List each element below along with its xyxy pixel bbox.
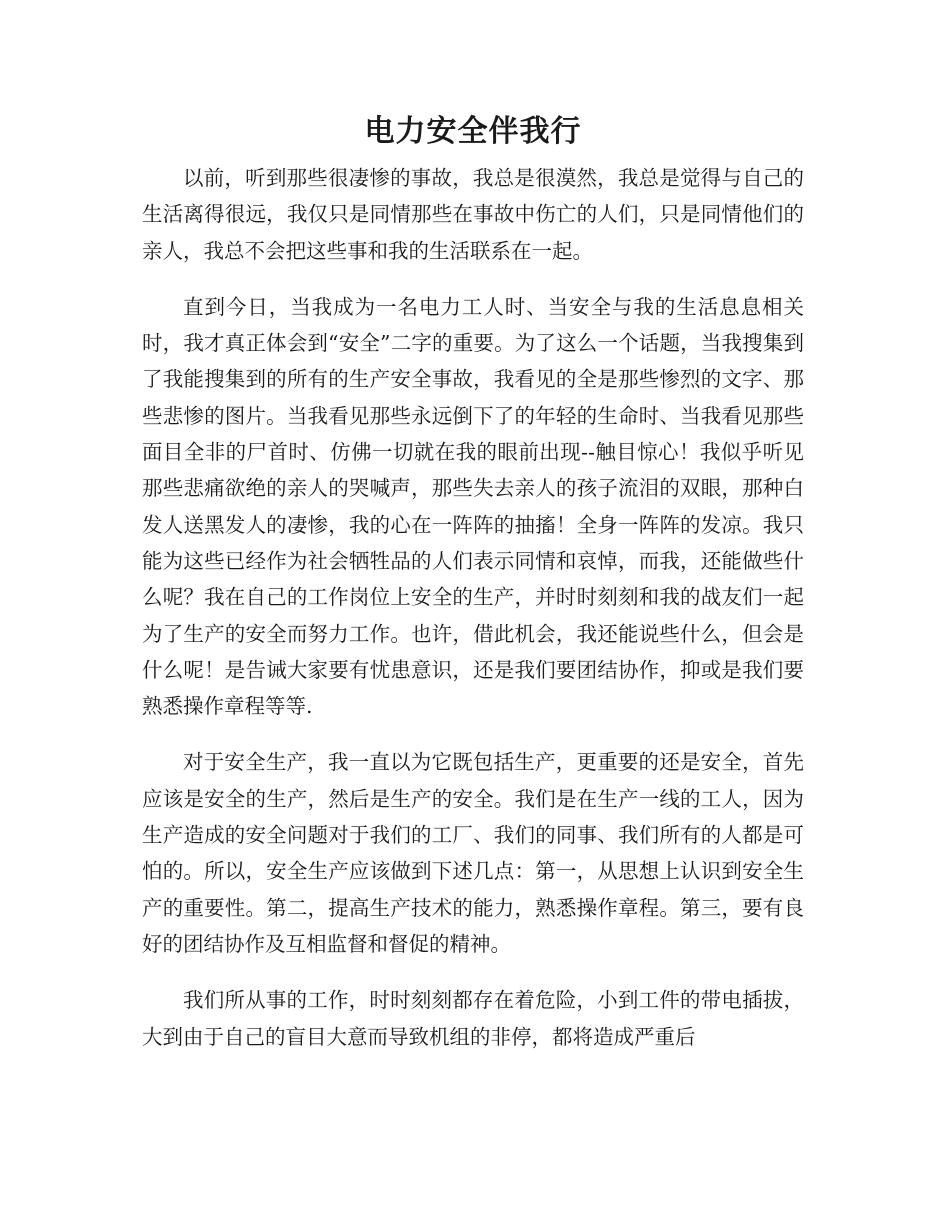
paragraph-gap (142, 269, 804, 289)
paragraph-3: 对于安全生产，我一直以为它既包括生产，更重要的还是安全，首先应该是安全的生产，然后是生产的安全。我们是在生产一线的工人，因为生产造成的安全问题对于我们的工厂、我们的同事、我们所有的人都是可怕的。所以，安全生产应该做到下述几点：第一，从思想上认识到安全生产的重要性。第二，提高生产技术的能力，熟悉操作章程。第三，要有良好的团结协作及互相监督和督促的精神。 (142, 750, 804, 956)
document-title: 电力安全伴我行 (364, 114, 582, 149)
paragraph-gap (142, 724, 804, 744)
paragraph-1: 以前，听到那些很凄惨的事故，我总是很漠然，我总是觉得与自己的生活离得很远，我仅只是同情那些在事故中伤亡的人们，只是同情他们的亲人，我总不会把这些事和我的生活联系在一起。 (142, 166, 804, 263)
paragraph-gap (142, 962, 804, 982)
paragraph-4: 我们所从事的工作，时时刻刻都存在着危险，小到工件的带电插拔，大到由于自己的盲目大意而导致机组的非停，都将造成严重后 (142, 988, 804, 1049)
document-page (142, 108, 804, 1055)
paragraph-2: 直到今日，当我成为一名电力工人时、当安全与我的生活息息相关时，我才真正体会到“安全”二字的重要。为了这么一个话题，当我搜集到了我能搜集到的所有的生产安全事故，我看见的全是那些惨烈的文字、那些悲惨的图片。当我看见那些永远倒下了的年轻的生命时、当我看见那些面目全非的尸首时、仿佛一切就在我的眼前出现--触目惊心！我似乎听见那些悲痛欲绝的亲人的哭喊声，那些失去亲人的孩子流泪的双眼，那种白发人送黑发人的凄惨，我的心在一阵阵的抽搐！全身一阵阵的发凉。我只能为这些已经作为社会牺牲品的人们表示同情和哀悼，而我，还能做些什么呢？我在自己的工作岗位上安全的生产，并时时刻刻和我的战友们一起为了生产的安全而努力工作。也许，借此机会，我还能说些什么，但会是什么呢！是告诫大家要有忧患意识，还是我们要团结协作，抑或是我们要熟悉操作章程等等. (142, 294, 804, 719)
